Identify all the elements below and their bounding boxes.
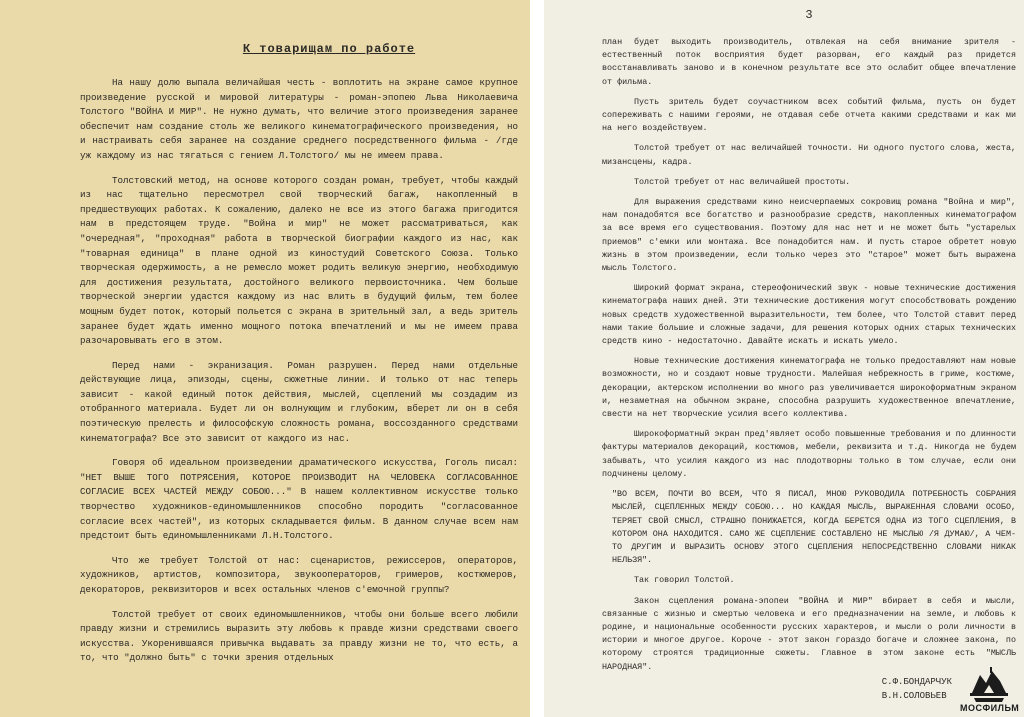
- signature-1: С.Ф.БОНДАРЧУК: [881, 677, 952, 687]
- paragraph-6: Толстой требует от своих единомышленников, чтобы они больше всего любили правду жизни и стремились выразить эту любовь к правде жизни средствами своего искусства. Укоренившаяся привычка выдавать за правду жизни не то, что есть, а то, что "должно быть" с точки зрения отдельных: [80, 608, 518, 664]
- paragraph-3: Перед нами - экранизация. Роман разрушен. Перед нами отдельные действующие лица, эпизоды, сцены, сюжетные линии. И только от нас теперь зависит - какой единый поток действия, мыслей, сцеплений мы создадим из отобранного материала. Будет ли он волнующим и глубоким, вберет ли он в себя поэтическую прелесть и философскую сложность романа, воссозданного средствами кинематографа? Все это зависит от каждого из нас.: [80, 359, 518, 444]
- paragraph-1: план будет выходить производитель, отвлекая на себя внимание зрителя - естественный поток восприятия будет разорван, его каждый раз придется восстанавливать заново и в конечном результате все это ослабит общее впечатление от фильма.: [602, 37, 1016, 87]
- paragraph-5: Что же требует Толстой от нас: сценаристов, режиссеров, операторов, художников, артистов, композитора, звукооператоров, гримеров, костюмеров, декораторов, реквизиторов и всех остальных членов с'емочной группы?: [80, 554, 518, 595]
- paragraph-1: На нашу долю выпала величайшая честь - воплотить на экране самое крупное произведение русской и мировой литературы - роман-эпопею Льва Николаевича Толстого "ВОЙНА И МИР". Не нужно думать, что величие этого произведения заранее обеспечит нам создание столь же великого кинематографического произведения, но и настраивать себя заранее на создание среднего посредственного фильма - /где уж каждому из нас тягаться с гением Л.Толстого/ мы не имеем права.: [80, 77, 518, 161]
- paragraph-8: Широкоформатный экран пред'являет особо повышенные требования и по длинности фактуры материалов декораций, костюмов, мебели, реквизита и т.д. Никогда не будем забывать, что усилия каждого из нас плодотворны только в том случае, если они подчинены целому.: [602, 429, 1016, 479]
- paragraph-7: Новые технические достижения кинематографа не только предоставляют нам новые возможности, но и создают новые трудности. Малейшая небрежность в гриме, костюме, декорации, актерском исполнении во много раз увеличивается широкоформатным экраном и, незаметная на обычном экране, способна разрушить художественное впечатление, свести на нет творческие усилия всего коллектива.: [602, 356, 1016, 420]
- mosfilm-logo-icon: [966, 665, 1012, 705]
- signatures: [882, 675, 952, 703]
- logo-text: МОСФИЛЬМ: [960, 703, 1020, 713]
- quote-paragraph: "ВО ВСЕМ, ПОЧТИ ВО ВСЕМ, ЧТО Я ПИСАЛ, МНОЮ РУКОВОДИЛА ПОТРЕБНОСТЬ СОБРАНИЯ МЫСЛЕЙ, СЦЕПЛЕННЫХ МЕЖДУ СОБОЮ... НО КАЖДАЯ МЫСЛЬ, ВЫРАЖЕННАЯ СЛОВАМИ ОСОБО, ТЕРЯЕТ СВОЙ СМЫСЛ, СТРАШНО ПОНИЖАЕТСЯ, КОГДА БЕРЕТСЯ ОДНА ИЗ ТОГО СЦЕПЛЕНИЯ, В КОТОРОМ ОНА НАХОДИТСЯ. САМО ЖЕ СЦЕПЛЕНИЕ СОСТАВЛЕНО НЕ МЫСЛЬЮ /Я ДУМАЮ/, А ЧЕМ-ТО ДРУГИМ И ВЫРАЗИТЬ ОСНОВУ ЭТОГО СЦЕПЛЕНИЯ НЕПОСРЕДСТВЕННО СЛОВАМИ НИКАК НЕЛЬЗЯ".: [612, 489, 1016, 566]
- paragraph-5: Для выражения средствами кино неисчерпаемых сокровищ романа "Война и мир", нам понадобятся все богатство и разнообразие средств, накопленных кинематографом за все время его существования. Поэтому для нас нет и не может быть "устарелых приемов" с'емки или монтажа. Все понадобится нам. И пусть старое обретет новую жизнь в этом произведении, если только через это "старое" может быть выражена мысль Толстого.: [602, 197, 1016, 274]
- document-page-right: [544, 0, 1024, 717]
- paragraph-4: Говоря об идеальном произведении драматического искусства, Гоголь писал: "НЕТ ВЫШЕ ТОГО ПОТРЯСЕНИЯ, КОТОРОЕ ПРОИЗВОДИТ НА ЧЕЛОВЕКА СОГЛАСОВАННОЕ СОГЛАСИЕ ВСЕХ ЧАСТЕЙ МЕЖДУ СОБОЮ..." В нашем коллективном искусстве только творчество художников-единомышленников способно породить "согласованное согласие всех частей", из которых складывается фильм. В данном случае всем нам предстоит быть единомышленниками Л.Н.Толстого.: [80, 457, 518, 542]
- paragraph-10: Так говорил Толстой.: [634, 575, 735, 586]
- paragraph-4: Толстой требует от нас величайшей простоты.: [634, 176, 851, 187]
- paragraph-2: Толстовский метод, на основе которого создан роман, требует, чтобы каждый из нас тщательно пересмотрел свой творческий багаж, накопленный в предшествующих работах. К сожалению, далеко не все из этого багажа пригодится нам в предстоящем труде. "Война и мир" не может рассматриваться, как "очередная", "проходная" работа в творческой биографии каждого из нас, как "товарная единица" в плане одной из киностудий Советского Союза. Только творческая одержимость, а не ремесло может родить великую энергию, необходимую для достижения результата, достойного великого первоисточника. Чем больше творческой энергии удастся каждому из нас влить в будущий фильм, тем более мощным будет поток, который польется с экрана в зрительный зал, а ведь зритель заранее будет ждать именно мощного потока впечатлений и мы не имеем права разочаровывать его в этом.: [80, 174, 518, 347]
- page-title: К товарищам по работе: [242, 42, 416, 56]
- page-number: 3: [805, 8, 813, 22]
- page-gap: [530, 0, 544, 717]
- paragraph-6: Широкий формат экрана, стереофонический звук - новые технические достижения кинематографа наших дней. Эти технические достижения могут способствовать рождению новых средств художественной выразительности, тем более, что Толстой ставит перед нами такие большие и сложные задачи, для решения которых одних старых технических средств кино - недостаточно. Давайте искать и искать умело.: [602, 283, 1016, 347]
- mosfilm-logo: [960, 665, 1018, 713]
- paragraph-11: Закон сцепления романа-эпопеи "ВОЙНА И МИР" вбирает в себя и мысли, связанные с жизнью и смертью человека и его предназначении на земле, и любовь к родине, и национальные особенности русских характеров, и мысли о роли личности в истории и многое другое. Короче - этот закон гораздо богаче и сложнее закона, по которому строятся традиционные сюжеты. Главное в этом законе есть "МЫСЛЬ НАРОДНАЯ".: [602, 595, 1016, 672]
- paragraph-2: Пусть зритель будет соучастником всех событий фильма, пусть он будет сопереживать с нашими героями, не отдавая себе отчета какими средствами и как ми на него воздействуем.: [602, 96, 1016, 134]
- paragraph-3: Толстой требует от нас величайшей точности. Ни одного пустого слова, жеста, мизансцены, кадра.: [602, 143, 1016, 167]
- signature-2: В.Н.СОЛОВЬЕВ: [881, 691, 947, 701]
